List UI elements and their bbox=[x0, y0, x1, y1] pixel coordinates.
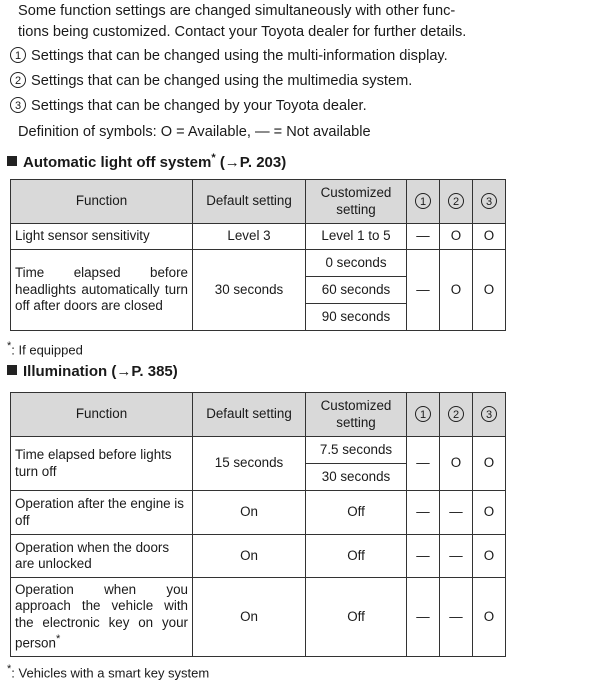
availability-cell-1: — bbox=[407, 224, 440, 250]
circled-number-2: 2 bbox=[10, 72, 26, 88]
header-col-2 bbox=[440, 393, 473, 437]
custom-cell: Level 1 to 5 bbox=[306, 224, 407, 250]
availability-cell-1: — bbox=[407, 535, 440, 578]
circled-number-2: 2 bbox=[448, 406, 464, 422]
legend-text-2: Settings that can be changed using the multimedia system. bbox=[31, 73, 413, 89]
availability-cell-3: O bbox=[473, 535, 506, 578]
header-function: Function bbox=[11, 393, 193, 437]
function-cell: Operation when the doors are unlocked bbox=[11, 535, 193, 578]
footnote-star: * bbox=[7, 340, 12, 352]
section-bullet-icon bbox=[7, 156, 17, 166]
custom-cell: Off bbox=[306, 491, 407, 535]
circled-number-1: 1 bbox=[415, 406, 431, 422]
header-default: Default setting bbox=[193, 180, 306, 224]
availability-cell-2: O bbox=[440, 437, 473, 491]
header-col-1 bbox=[407, 180, 440, 224]
function-cell: Time elapsed before lights turn off bbox=[11, 437, 193, 491]
legend-item-3 bbox=[10, 97, 367, 115]
auto-light-off-table bbox=[10, 179, 506, 331]
availability-cell-3: O bbox=[473, 250, 506, 331]
function-cell: Operation after the engine is off bbox=[11, 491, 193, 535]
footnote-star: * bbox=[211, 152, 216, 164]
table-row bbox=[11, 491, 506, 535]
footnote-1 bbox=[7, 338, 83, 358]
section-heading-auto-light-off bbox=[7, 149, 286, 172]
header-function: Function bbox=[11, 180, 193, 224]
function-cell: Time elapsed before headlights automatically turn off after doors are closed bbox=[11, 250, 193, 331]
availability-cell-3: O bbox=[473, 437, 506, 491]
availability-cell-1: — bbox=[407, 578, 440, 657]
custom-cell: Off bbox=[306, 578, 407, 657]
legend-text-1: Settings that can be changed using the multi-information display. bbox=[31, 48, 448, 64]
table-row bbox=[11, 224, 506, 250]
footnote-text: : If equipped bbox=[11, 342, 83, 358]
availability-cell-3: O bbox=[473, 578, 506, 657]
header-customized: Customized setting bbox=[306, 393, 407, 437]
custom-cell: 60 seconds bbox=[306, 277, 407, 304]
availability-cell-2: — bbox=[440, 578, 473, 657]
circled-number-1: 1 bbox=[10, 47, 26, 63]
symbols-definition: Definition of symbols: O = Available, — = Not available bbox=[18, 124, 371, 140]
availability-cell-2: O bbox=[440, 224, 473, 250]
default-cell: 15 seconds bbox=[193, 437, 306, 491]
page-reference: (→P. 203) bbox=[219, 154, 287, 171]
availability-cell-1: — bbox=[407, 491, 440, 535]
header-col-3 bbox=[473, 393, 506, 437]
custom-cell: 30 seconds bbox=[306, 464, 407, 491]
custom-cell: Off bbox=[306, 535, 407, 578]
section-heading-illumination bbox=[7, 363, 178, 381]
availability-cell-2: — bbox=[440, 535, 473, 578]
default-cell: 30 seconds bbox=[193, 250, 306, 331]
intro-line-1: Some function settings are changed simultaneously with other func- bbox=[18, 3, 456, 19]
function-cell: Light sensor sensitivity bbox=[11, 224, 193, 250]
footnote-text: : Vehicles with a smart key system bbox=[11, 665, 210, 681]
intro-line-2: tions being customized. Contact your Toyota dealer for further details. bbox=[18, 24, 467, 40]
availability-cell-2: — bbox=[440, 491, 473, 535]
availability-cell-3: O bbox=[473, 491, 506, 535]
function-cell bbox=[11, 578, 193, 657]
default-cell: On bbox=[193, 491, 306, 535]
header-customized: Customized setting bbox=[306, 180, 407, 224]
illumination-table bbox=[10, 392, 506, 657]
circled-number-3: 3 bbox=[481, 193, 497, 209]
default-cell: On bbox=[193, 535, 306, 578]
table-row bbox=[11, 250, 506, 277]
section-title: Illumination bbox=[23, 363, 108, 380]
table-row bbox=[11, 437, 506, 464]
availability-cell-1: — bbox=[407, 437, 440, 491]
table-header-row bbox=[11, 180, 506, 224]
header-col-1 bbox=[407, 393, 440, 437]
custom-cell: 0 seconds bbox=[306, 250, 407, 277]
custom-cell: 7.5 seconds bbox=[306, 437, 407, 464]
footnote-star: * bbox=[7, 663, 12, 675]
availability-cell-2: O bbox=[440, 250, 473, 331]
legend-item-2 bbox=[10, 72, 412, 90]
availability-cell-3: O bbox=[473, 224, 506, 250]
header-col-2 bbox=[440, 180, 473, 224]
circled-number-3: 3 bbox=[481, 406, 497, 422]
table-row bbox=[11, 578, 506, 657]
table-row bbox=[11, 535, 506, 578]
table-header-row bbox=[11, 393, 506, 437]
section-bullet-icon bbox=[7, 365, 17, 375]
legend-text-3: Settings that can be changed by your Toyota dealer. bbox=[31, 98, 367, 114]
function-text: Operation when you approach the vehicle with the electronic key on your person bbox=[15, 581, 188, 651]
circled-number-3: 3 bbox=[10, 97, 26, 113]
circled-number-1: 1 bbox=[415, 193, 431, 209]
footnote-star: * bbox=[55, 633, 61, 646]
circled-number-2: 2 bbox=[448, 193, 464, 209]
header-col-3 bbox=[473, 180, 506, 224]
header-default: Default setting bbox=[193, 393, 306, 437]
default-cell: On bbox=[193, 578, 306, 657]
availability-cell-1: — bbox=[407, 250, 440, 331]
page-reference: (→P. 385) bbox=[111, 363, 178, 380]
section-title: Automatic light off system bbox=[23, 154, 212, 171]
footnote-2 bbox=[7, 661, 209, 681]
legend-item-1 bbox=[10, 47, 448, 65]
custom-cell: 90 seconds bbox=[306, 304, 407, 331]
default-cell: Level 3 bbox=[193, 224, 306, 250]
